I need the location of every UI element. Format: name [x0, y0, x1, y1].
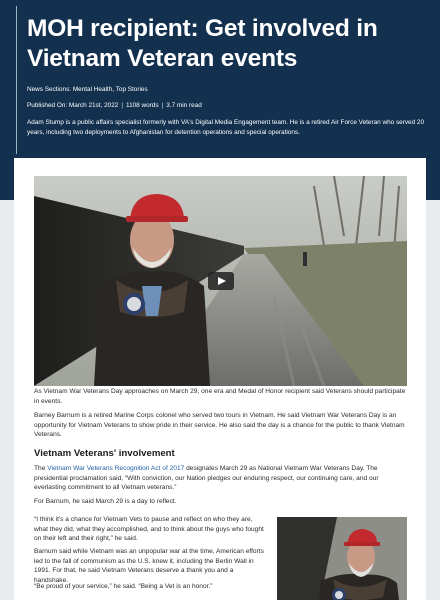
paragraph-quote: “I think it's a chance for Vietnam Vets to pause and reflect on who they are, what they did, what they accomplished, and to think about the guys who fought on their left and their right,” he said.	[34, 516, 264, 543]
veteran-photo	[277, 517, 407, 600]
news-sections-label: News Sections:	[27, 86, 72, 93]
published-date: Published On: March 21st, 2022	[27, 102, 119, 109]
paragraph-proud: “Be proud of your service,” he said. “Being a Vet is an honor.”	[34, 583, 213, 590]
article-body	[14, 158, 426, 600]
news-sections-value[interactable]: Mental Health, Top Stories	[72, 86, 148, 93]
video-player[interactable]	[34, 176, 407, 386]
inline-photo	[277, 517, 407, 600]
paragraph-unpopular-war: Barnum said while Vietnam was an unpopular war at the time, American efforts led to the fall of communism as the U.S. knew it, including the Berlin Wall in 1991. For that, he said Vietnam Veterans deserve a thank you and a handshake.	[34, 548, 264, 585]
page-title: MOH recipient: Get involved in Vietnam Veteran events	[27, 15, 378, 72]
paragraph-text: The	[34, 465, 48, 472]
paragraph-text: designates March 29 as National Vietnam War Veterans Day. The presidential proclamation said, “With conviction, our Nation pledges our enduring respect, our continuing care, and our everlasting commitment to all Vietnam veterans.”	[34, 465, 379, 492]
section-heading: Vietnam Veterans' involvement	[34, 448, 175, 459]
paragraph-recognition-act	[34, 464, 407, 493]
author-bio: Adam Stump is a public affairs specialist formerly with VA's Digital Media Engagement team. He is a retired Air Force Veteran who served 20 years, including two deployments to Afghanistan for detention operations and special operations.	[27, 119, 425, 136]
news-sections	[27, 86, 148, 93]
header-accent-rule	[16, 6, 17, 154]
paragraph-reflect: For Barnum, he said March 29 is a day to reflect.	[34, 498, 177, 505]
article-meta: Published On: March 21st, 2022 | 1108 words | 3.7 min read	[27, 102, 202, 109]
play-icon[interactable]	[208, 272, 234, 290]
recognition-act-link[interactable]: Vietnam War Veterans Recognition Act of 2017	[47, 465, 185, 472]
paragraph-intro: Barney Barnum is a retired Marine Corps colonel who served two tours in Vietnam. He said Vietnam War Veterans Day is an opportunity for Vietnam Veterans to show pride in their service. He also said the day is a chance for the public to thank Vietnam Veterans.	[34, 412, 405, 439]
word-count: 1108 words	[125, 102, 159, 109]
video-caption: As Vietnam War Veterans Day approaches on March 29, one era and Medal of Honor recipient said Veterans should participate in events.	[34, 388, 406, 405]
read-time: 3.7 min read	[166, 102, 202, 109]
